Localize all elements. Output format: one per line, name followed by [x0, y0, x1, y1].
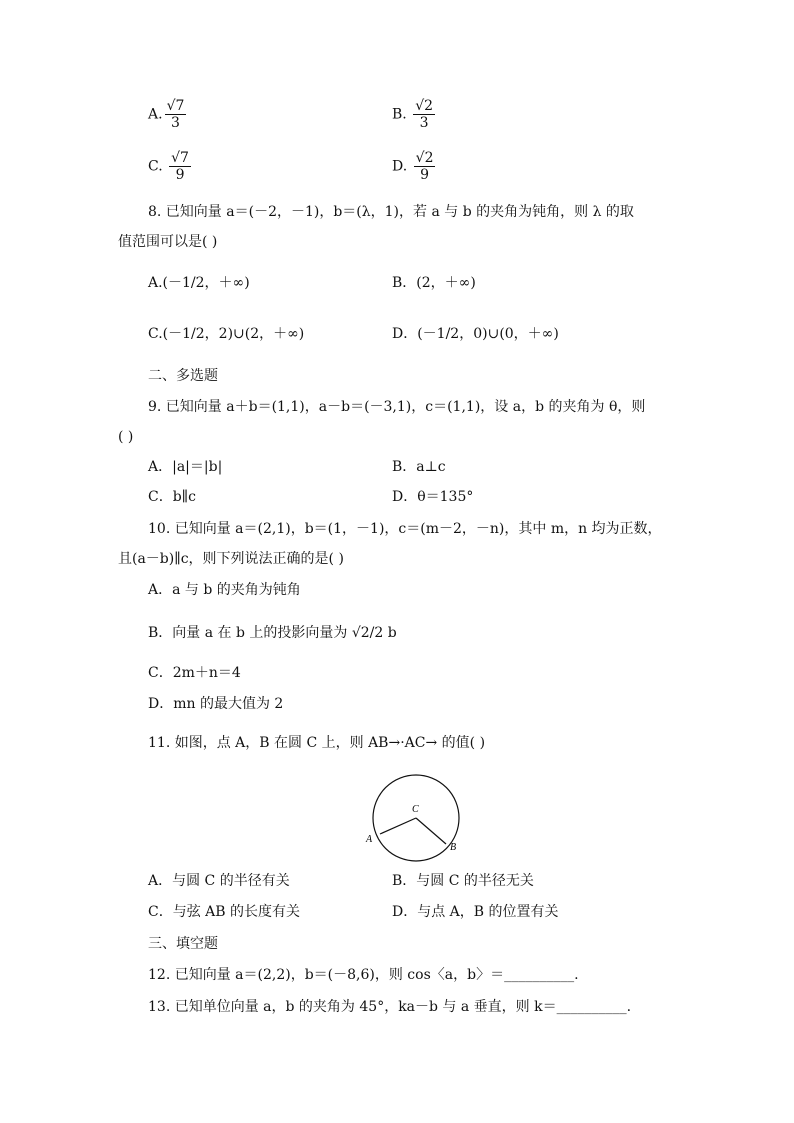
section-heading-fill-in: 三、填空题: [148, 936, 218, 952]
q9-stem-line1: 9. 已知向量 a＋b＝(1,1)，a－b＝(－3,1)，c＝(1,1)，设 a，b 的夹角为 θ，则: [148, 399, 646, 415]
q10-option-b: B．向量 a 在 b 上的投影向量为 √2/2 b: [148, 625, 397, 641]
label-c: C: [412, 804, 419, 815]
section-heading-multiple-choice: 二、多选题: [148, 368, 218, 384]
q11-option-d: D．与点 A，B 的位置有关: [392, 904, 559, 920]
radius-ca: [380, 818, 416, 834]
fraction-sqrt7-over-9: $\frac{√7}{9}$: [171, 150, 189, 183]
q8-option-c: C.(－1/2，2)∪(2，＋∞): [148, 326, 305, 342]
q9-option-c: C．b∥c: [148, 489, 196, 505]
q13-stem: 13. 已知单位向量 a，b 的夹角为 45°，ka－b 与 a 垂直，则 k＝__________.: [148, 999, 632, 1015]
q10-option-d: D．mn 的最大值为 2: [148, 696, 284, 712]
q8-stem-line2: 值范围可以是( ): [118, 234, 218, 250]
q11-option-a: A．与圆 C 的半径有关: [148, 873, 290, 889]
label-a: A: [366, 834, 373, 845]
label-b: B: [450, 842, 457, 853]
radius-cb: [416, 818, 446, 844]
q8-option-d: D．(－1/2，0)∪(0，＋∞): [392, 326, 559, 342]
q10-stem-line1: 10. 已知向量 a＝(2,1)，b＝(1，－1)，c＝(m－2，－n)，其中 m，n 均为正数，: [148, 521, 662, 537]
q7-option-c: C. $\frac{√7}{9}$: [148, 150, 189, 183]
q12-stem: 12. 已知向量 a＝(2,2)，b＝(－8,6)，则 cos〈a，b〉＝__________.: [148, 967, 579, 983]
q10-option-a: A．a 与 b 的夹角为钝角: [148, 582, 301, 598]
circle-figure: [360, 770, 470, 870]
fraction-sqrt2-over-3: $\frac{√2}{3}$: [415, 98, 434, 131]
q11-option-c: C．与弦 AB 的长度有关: [148, 904, 301, 920]
q10-stem-line2: 且(a－b)∥c，则下列说法正确的是( ): [118, 551, 344, 567]
q9-stem-line2: ( ): [118, 429, 134, 445]
q8-stem-line1: 8. 已知向量 a＝(－2，－1)，b＝(λ，1)，若 a 与 b 的夹角为钝角，则 λ 的取: [148, 204, 634, 220]
q11-option-b: B．与圆 C 的半径无关: [392, 873, 534, 889]
q9-option-b: B．a⊥c: [392, 459, 446, 475]
q8-option-b: B．(2，＋∞): [392, 275, 476, 291]
q10-option-c: C．2m＋n＝4: [148, 665, 241, 681]
fraction-sqrt7-over-3: $\frac{√7}{3}$: [166, 98, 185, 131]
fraction-sqrt2-over-9: $\frac{√2}{9}$: [415, 150, 434, 183]
q11-stem: 11. 如图，点 A，B 在圆 C 上，则 AB→·AC→ 的值( ): [148, 735, 486, 751]
q7-option-d: D. $\frac{√2}{9}$: [392, 150, 434, 183]
q7-option-b: B. $\frac{√2}{3}$: [392, 98, 434, 131]
q9-option-a: A．|a|＝|b|: [148, 459, 223, 475]
q7-option-a: A. $\frac{√7}{3}$: [148, 98, 185, 131]
q9-option-d: D．θ＝135°: [392, 489, 474, 505]
q8-option-a: A.(－1/2，＋∞): [148, 275, 250, 291]
